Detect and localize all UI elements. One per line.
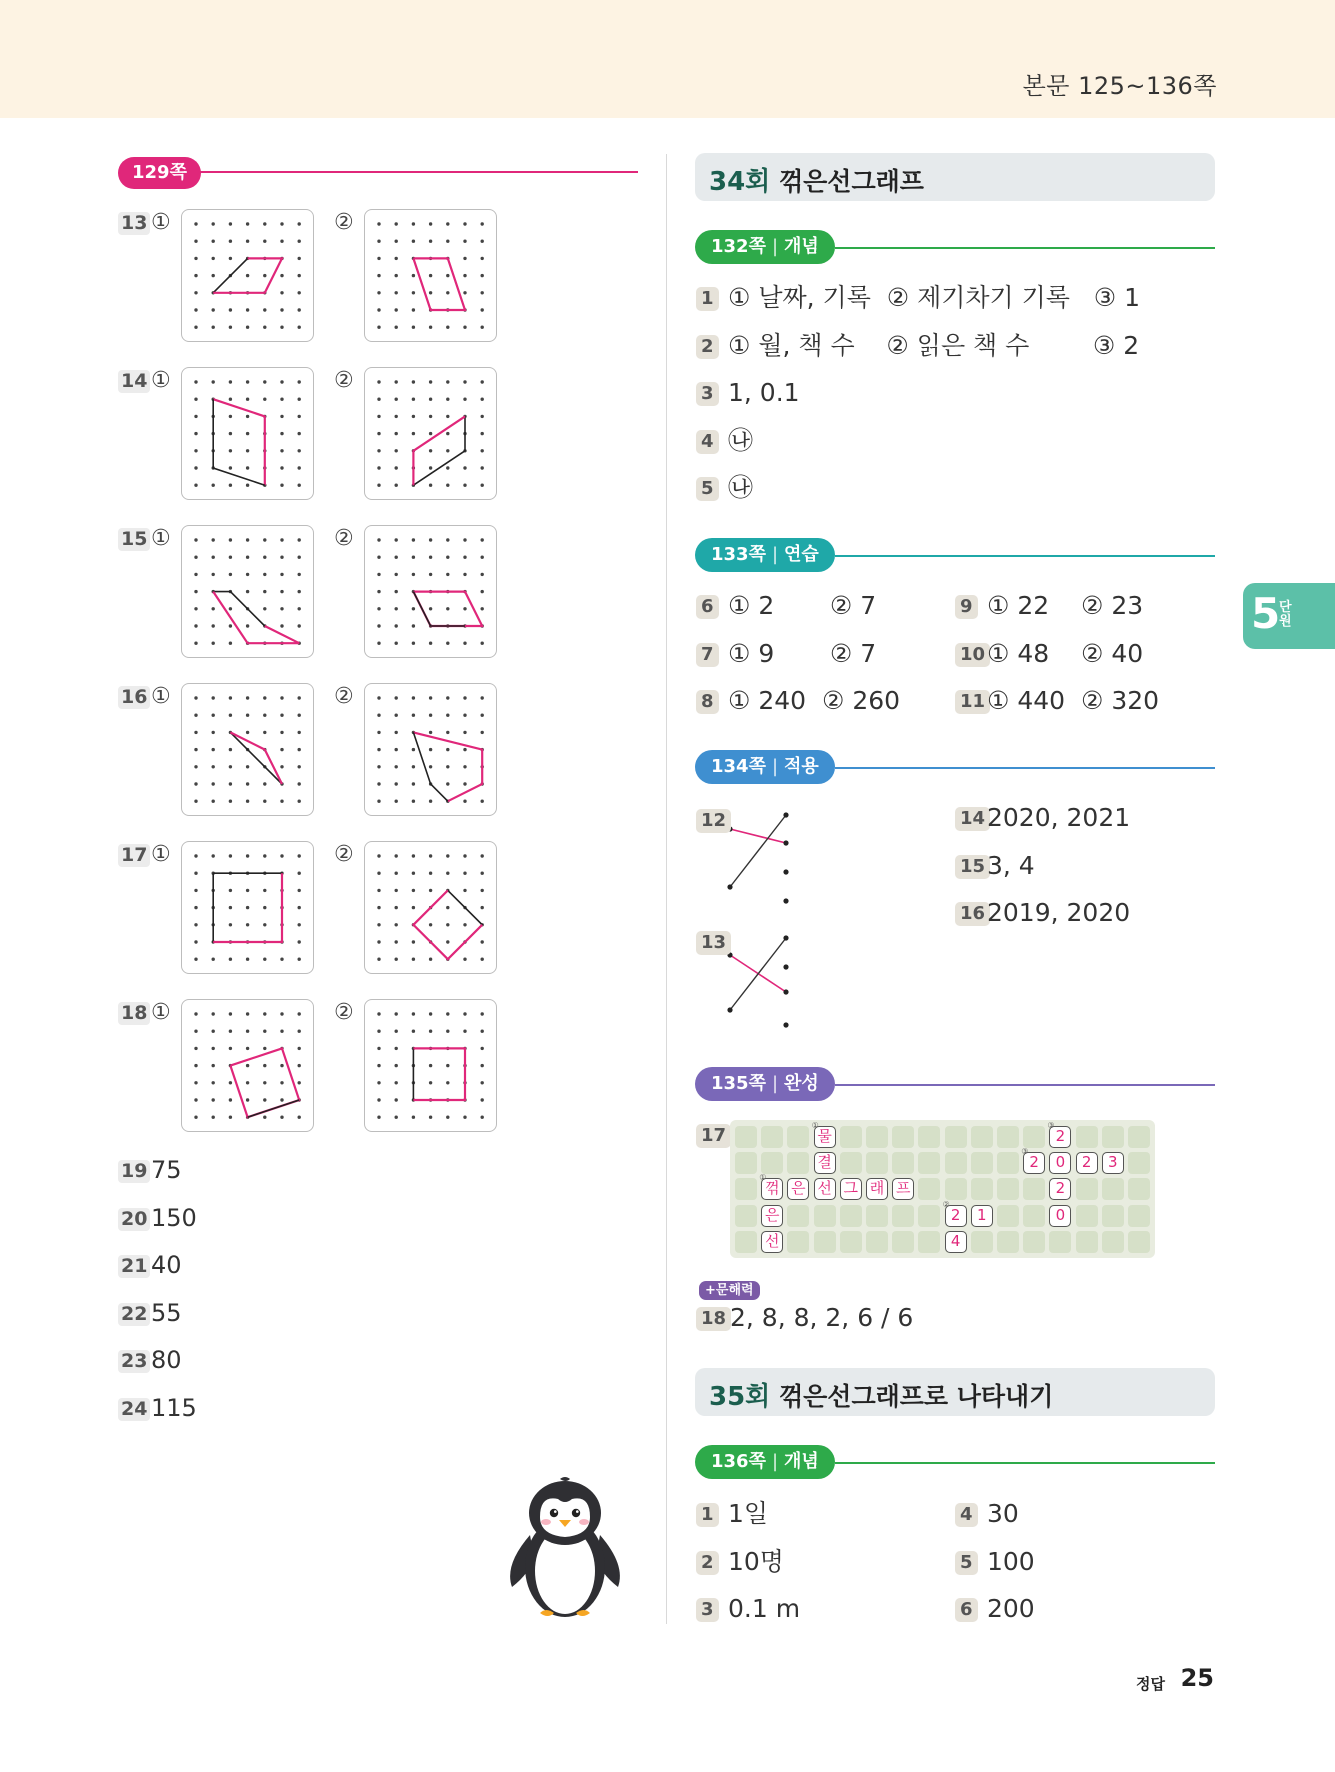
option-marker: ② xyxy=(334,368,354,393)
geoboard-dots xyxy=(182,1000,312,1130)
geoboard-dots xyxy=(365,526,495,656)
crossword-cell xyxy=(997,1126,1019,1148)
crossword-cell xyxy=(1128,1205,1150,1227)
given-line xyxy=(213,592,265,626)
section-134-pill xyxy=(695,750,835,784)
page-range: 본문 125~136쪽 xyxy=(1022,72,1217,100)
page-badge-129: 129쪽 xyxy=(118,157,201,189)
lesson-number: 35회 xyxy=(709,1382,771,1412)
answer-text: 100 xyxy=(987,1546,1035,1576)
geoboard-answer-2 xyxy=(364,525,497,658)
geoboard-dots xyxy=(365,368,495,498)
answer-text: 2, 8, 8, 2, 6 / 6 xyxy=(730,1303,914,1332)
geoboard-answer-1 xyxy=(181,525,314,658)
question-number: 5 xyxy=(696,477,719,501)
question-number: 19 xyxy=(118,1160,150,1183)
answer-value: 55 xyxy=(151,1298,182,1327)
option-marker: ① xyxy=(151,842,171,867)
answer-text: ① 240 ② 260 xyxy=(728,686,901,715)
question-number: 22 xyxy=(118,1303,150,1326)
geoboard-answer-1 xyxy=(181,841,314,974)
given-line xyxy=(213,399,265,485)
crossword-cell xyxy=(1076,1126,1098,1148)
answer-text: 3, 4 xyxy=(987,850,1035,880)
answer-line xyxy=(413,258,465,310)
section-rule xyxy=(835,1084,1215,1086)
crossword-answer: 3 xyxy=(1102,1152,1124,1174)
crossword-answer: 래 xyxy=(866,1178,888,1200)
crossword-cell xyxy=(787,1152,809,1174)
crossword-cell xyxy=(1128,1152,1150,1174)
crossword-cell xyxy=(945,1126,967,1148)
answer-line xyxy=(413,416,465,485)
answer-line xyxy=(413,1048,465,1100)
question-number: 18 xyxy=(696,1307,731,1331)
question-number: 2 xyxy=(696,335,719,359)
option-marker: ② xyxy=(334,526,354,551)
option-marker: ① xyxy=(151,684,171,709)
geoboard-dots xyxy=(365,842,495,972)
crossword-cell xyxy=(997,1231,1019,1253)
section-133-pill xyxy=(695,538,835,572)
match-line xyxy=(730,938,786,1010)
answer-value: 75 xyxy=(151,1156,182,1184)
penguin-illustration xyxy=(500,1475,630,1625)
option-marker: ① xyxy=(151,368,171,393)
geoboard-dots xyxy=(182,368,312,498)
crossword-cell xyxy=(866,1152,888,1174)
answer-value: 40 xyxy=(151,1251,182,1279)
crossword-answer: 은 xyxy=(787,1178,809,1200)
answer-text: ① 날짜, 기록 ② 제기차기 기록 ③ 1 xyxy=(728,283,1141,312)
section-page: 135쪽 xyxy=(711,1073,766,1094)
crossword-clue-marker: ② xyxy=(942,1199,950,1209)
crossword-cell xyxy=(866,1205,888,1227)
match-line xyxy=(730,815,786,887)
crossword-answer: 2 xyxy=(1076,1152,1098,1174)
lesson-34-title-bar xyxy=(695,153,1215,201)
crossword-answer: 꺾 xyxy=(761,1178,783,1200)
question-number: 4 xyxy=(955,1503,978,1527)
section-rule xyxy=(835,555,1215,557)
section-rule xyxy=(835,767,1215,769)
geoboard-answer-2 xyxy=(364,367,497,500)
crossword-cell xyxy=(971,1152,993,1174)
crossword-cell xyxy=(866,1126,888,1148)
answer-text: ① 48 ② 40 xyxy=(987,638,1144,668)
crossword-cell xyxy=(1102,1205,1124,1227)
crossword-cell xyxy=(971,1231,993,1253)
crossword-board xyxy=(730,1120,1155,1258)
answer-text: 10명 xyxy=(728,1546,784,1576)
crossword-cell xyxy=(1023,1205,1045,1227)
question-number: 21 xyxy=(118,1255,150,1278)
question-number: 15 xyxy=(955,855,990,879)
crossword-clue-marker: ③ xyxy=(1047,1121,1055,1130)
answer-text: 30 xyxy=(987,1499,1019,1528)
section-132-pill xyxy=(695,230,835,264)
section-separator: | xyxy=(771,544,779,565)
unit-number: 5 xyxy=(1251,589,1281,638)
geoboard-dots xyxy=(182,210,312,340)
geoboard-answer-1 xyxy=(181,209,314,342)
crossword-cell xyxy=(918,1231,940,1253)
crossword-cell xyxy=(1023,1178,1045,1200)
given-line xyxy=(413,592,465,626)
option-marker: ② xyxy=(334,842,354,867)
option-marker: ① xyxy=(151,210,171,235)
section-label: 개념 xyxy=(784,236,819,257)
crossword-cell xyxy=(735,1126,757,1148)
crossword-cell xyxy=(866,1231,888,1253)
question-number: 17 xyxy=(118,844,150,867)
given-line xyxy=(413,1048,465,1100)
crossword-cell xyxy=(918,1205,940,1227)
answer-text: 200 xyxy=(987,1594,1035,1623)
section-page: 132쪽 xyxy=(711,236,766,257)
question-number: 4 xyxy=(696,430,719,454)
question-number: 11 xyxy=(955,690,990,714)
question-number: 16 xyxy=(955,902,990,926)
geoboard-dots xyxy=(182,842,312,972)
question-number: 13 xyxy=(696,931,731,955)
section-separator: | xyxy=(771,756,779,777)
crossword-answer: 0 xyxy=(1049,1205,1071,1227)
crossword-cell xyxy=(814,1231,836,1253)
question-number: 8 xyxy=(696,690,719,714)
question-number: 2 xyxy=(696,1551,719,1575)
crossword-cell xyxy=(997,1178,1019,1200)
crossword-cell xyxy=(761,1126,783,1148)
given-line xyxy=(248,1100,300,1117)
crossword-cell xyxy=(945,1152,967,1174)
crossword-answer: 2 xyxy=(1049,1178,1071,1200)
geoboard-answer-2 xyxy=(364,209,497,342)
crossword-cell xyxy=(892,1152,914,1174)
column-divider xyxy=(666,154,667,1624)
literacy-badge: +문해력 xyxy=(699,1281,760,1300)
option-marker: ② xyxy=(334,1000,354,1025)
crossword-cell xyxy=(787,1231,809,1253)
crossword-answer: 2 xyxy=(1023,1152,1045,1174)
crossword-answer: 은 xyxy=(761,1205,783,1227)
question-number: 23 xyxy=(118,1350,150,1373)
crossword-answer: 선 xyxy=(761,1231,783,1253)
question-number: 14 xyxy=(118,370,150,393)
matching-lines-diagram xyxy=(720,805,800,1035)
crossword-cell xyxy=(892,1231,914,1253)
crossword-cell xyxy=(945,1178,967,1200)
section-rule xyxy=(835,1462,1215,1464)
crossword-answer: 1 xyxy=(971,1205,993,1227)
crossword-cell xyxy=(892,1205,914,1227)
geoboard-answer-2 xyxy=(364,841,497,974)
crossword-clue-marker: ① xyxy=(759,1173,767,1183)
answer-text: ㉯ xyxy=(728,473,754,502)
geoboard-answer-1 xyxy=(181,999,314,1132)
page-number: 25 xyxy=(1180,1664,1214,1692)
question-number: 20 xyxy=(118,1208,150,1231)
question-number: 1 xyxy=(696,287,719,311)
question-number: 3 xyxy=(696,1598,719,1622)
crossword-clue-marker: ① xyxy=(811,1121,819,1130)
question-number: 12 xyxy=(696,809,731,833)
crossword-cell xyxy=(735,1178,757,1200)
section-label: 완성 xyxy=(784,1073,819,1094)
crossword-cell xyxy=(918,1126,940,1148)
crossword-cell xyxy=(735,1231,757,1253)
crossword-cell xyxy=(1102,1231,1124,1253)
answer-text: ① 22 ② 23 xyxy=(987,591,1144,620)
crossword-cell xyxy=(1049,1231,1071,1253)
answer-text: 1, 0.1 xyxy=(728,378,800,407)
geoboard-answer-1 xyxy=(181,683,314,816)
crossword-cell xyxy=(814,1205,836,1227)
unit-tab xyxy=(1243,583,1335,649)
answer-value: 150 xyxy=(151,1203,197,1232)
crossword-cell xyxy=(840,1231,862,1253)
question-number: 18 xyxy=(118,1002,150,1025)
crossword-answer: 2 xyxy=(945,1205,967,1227)
crossword-cell xyxy=(735,1152,757,1174)
unit-label-2: 원 xyxy=(1279,614,1292,629)
crossword-answer: 0 xyxy=(1049,1152,1071,1174)
section-rule xyxy=(835,247,1215,249)
crossword-cell xyxy=(918,1152,940,1174)
question-number: 14 xyxy=(955,807,990,831)
crossword-cell xyxy=(1023,1231,1045,1253)
answer-value: 80 xyxy=(151,1346,182,1374)
crossword-cell xyxy=(1128,1231,1150,1253)
crossword-cell xyxy=(1076,1231,1098,1253)
question-number: 5 xyxy=(955,1551,978,1575)
crossword-cell xyxy=(761,1152,783,1174)
question-number: 6 xyxy=(696,595,719,619)
crossword-cell xyxy=(1076,1205,1098,1227)
crossword-cell xyxy=(1023,1126,1045,1148)
crossword-cell xyxy=(892,1126,914,1148)
crossword-cell xyxy=(840,1205,862,1227)
geoboard-dots xyxy=(182,526,312,656)
crossword-cell xyxy=(1128,1178,1150,1200)
answer-text: 1일 xyxy=(728,1499,769,1528)
crossword-answer: 결 xyxy=(814,1152,836,1174)
lesson-title: 꺾은선그래프 xyxy=(779,167,924,196)
crossword-answer: 그 xyxy=(840,1178,862,1200)
geoboard-answer-2 xyxy=(364,999,497,1132)
given-line xyxy=(230,732,282,784)
crossword-answer: 4 xyxy=(945,1231,967,1253)
crossword-cell xyxy=(735,1205,757,1227)
crossword-cell xyxy=(1128,1126,1150,1148)
section-label: 개념 xyxy=(784,1451,819,1472)
crossword-answer: 선 xyxy=(814,1178,836,1200)
lesson-35-title-bar xyxy=(695,1368,1215,1416)
question-number: 6 xyxy=(955,1598,978,1622)
answer-value: 115 xyxy=(151,1393,197,1422)
section-label: 연습 xyxy=(784,544,819,565)
section-separator: | xyxy=(771,236,779,257)
geoboard-dots xyxy=(182,684,312,814)
lesson-title: 꺾은선그래프로 나타내기 xyxy=(779,1382,1054,1411)
section-separator: | xyxy=(771,1451,779,1472)
section-label: 적용 xyxy=(784,756,819,777)
crossword-cell xyxy=(1102,1178,1124,1200)
crossword-cell xyxy=(1102,1126,1124,1148)
question-number: 13 xyxy=(118,212,150,235)
section-135-pill xyxy=(695,1067,835,1101)
answer-line xyxy=(213,399,265,485)
match-line xyxy=(730,829,786,843)
question-number: 16 xyxy=(118,686,150,709)
question-number: 17 xyxy=(696,1124,731,1148)
answer-text: 2020, 2021 xyxy=(987,803,1131,832)
answer-text: ① 440 ② 320 xyxy=(987,686,1160,715)
answer-text: 0.1 m xyxy=(728,1594,801,1623)
lesson-number: 34회 xyxy=(709,167,771,197)
geoboard-dots xyxy=(365,684,495,814)
geoboard-answer-1 xyxy=(181,367,314,500)
section-page: 136쪽 xyxy=(711,1451,766,1472)
geoboard-dots xyxy=(365,1000,495,1130)
crossword-cell xyxy=(918,1178,940,1200)
section-136-pill xyxy=(695,1445,835,1479)
unit-label-1: 단 xyxy=(1279,600,1292,615)
crossword-cell xyxy=(1076,1178,1098,1200)
option-marker: ② xyxy=(334,684,354,709)
option-marker: ② xyxy=(334,210,354,235)
question-number: 15 xyxy=(118,528,150,551)
crossword-cell xyxy=(971,1178,993,1200)
question-number: 1 xyxy=(696,1503,719,1527)
section-page: 134쪽 xyxy=(711,756,766,777)
question-number: 10 xyxy=(955,643,990,667)
answer-text: ① 월, 책 수 ② 읽은 책 수 ③ 2 xyxy=(728,330,1140,360)
answer-text: 2019, 2020 xyxy=(987,898,1131,927)
crossword-cell xyxy=(971,1126,993,1148)
crossword-answer: 물 xyxy=(814,1126,836,1148)
question-number: 24 xyxy=(118,1398,150,1421)
footer-label: 정답 xyxy=(1136,1675,1165,1693)
geoboard-dots xyxy=(365,210,495,340)
geoboard-answer-2 xyxy=(364,683,497,816)
option-marker: ① xyxy=(151,1000,171,1025)
crossword-cell xyxy=(787,1126,809,1148)
crossword-cell xyxy=(840,1152,862,1174)
answer-text: ① 2 ② 7 xyxy=(728,591,877,620)
crossword-cell xyxy=(787,1205,809,1227)
answer-text: ㉯ xyxy=(728,425,754,455)
answer-text: ① 9 ② 7 xyxy=(728,638,877,668)
crossword-cell xyxy=(840,1126,862,1148)
crossword-cell xyxy=(997,1152,1019,1174)
crossword-answer: 프 xyxy=(892,1178,914,1200)
question-number: 7 xyxy=(696,643,719,667)
section-rule xyxy=(190,171,638,173)
option-marker: ① xyxy=(151,526,171,551)
section-page: 133쪽 xyxy=(711,544,766,565)
crossword-cell xyxy=(997,1205,1019,1227)
crossword-answer: 2 xyxy=(1049,1126,1071,1148)
section-separator: | xyxy=(771,1073,779,1094)
crossword-clue-marker: ③ xyxy=(1021,1147,1029,1157)
given-line xyxy=(413,416,465,485)
question-number: 9 xyxy=(955,595,978,619)
question-number: 3 xyxy=(696,382,719,406)
